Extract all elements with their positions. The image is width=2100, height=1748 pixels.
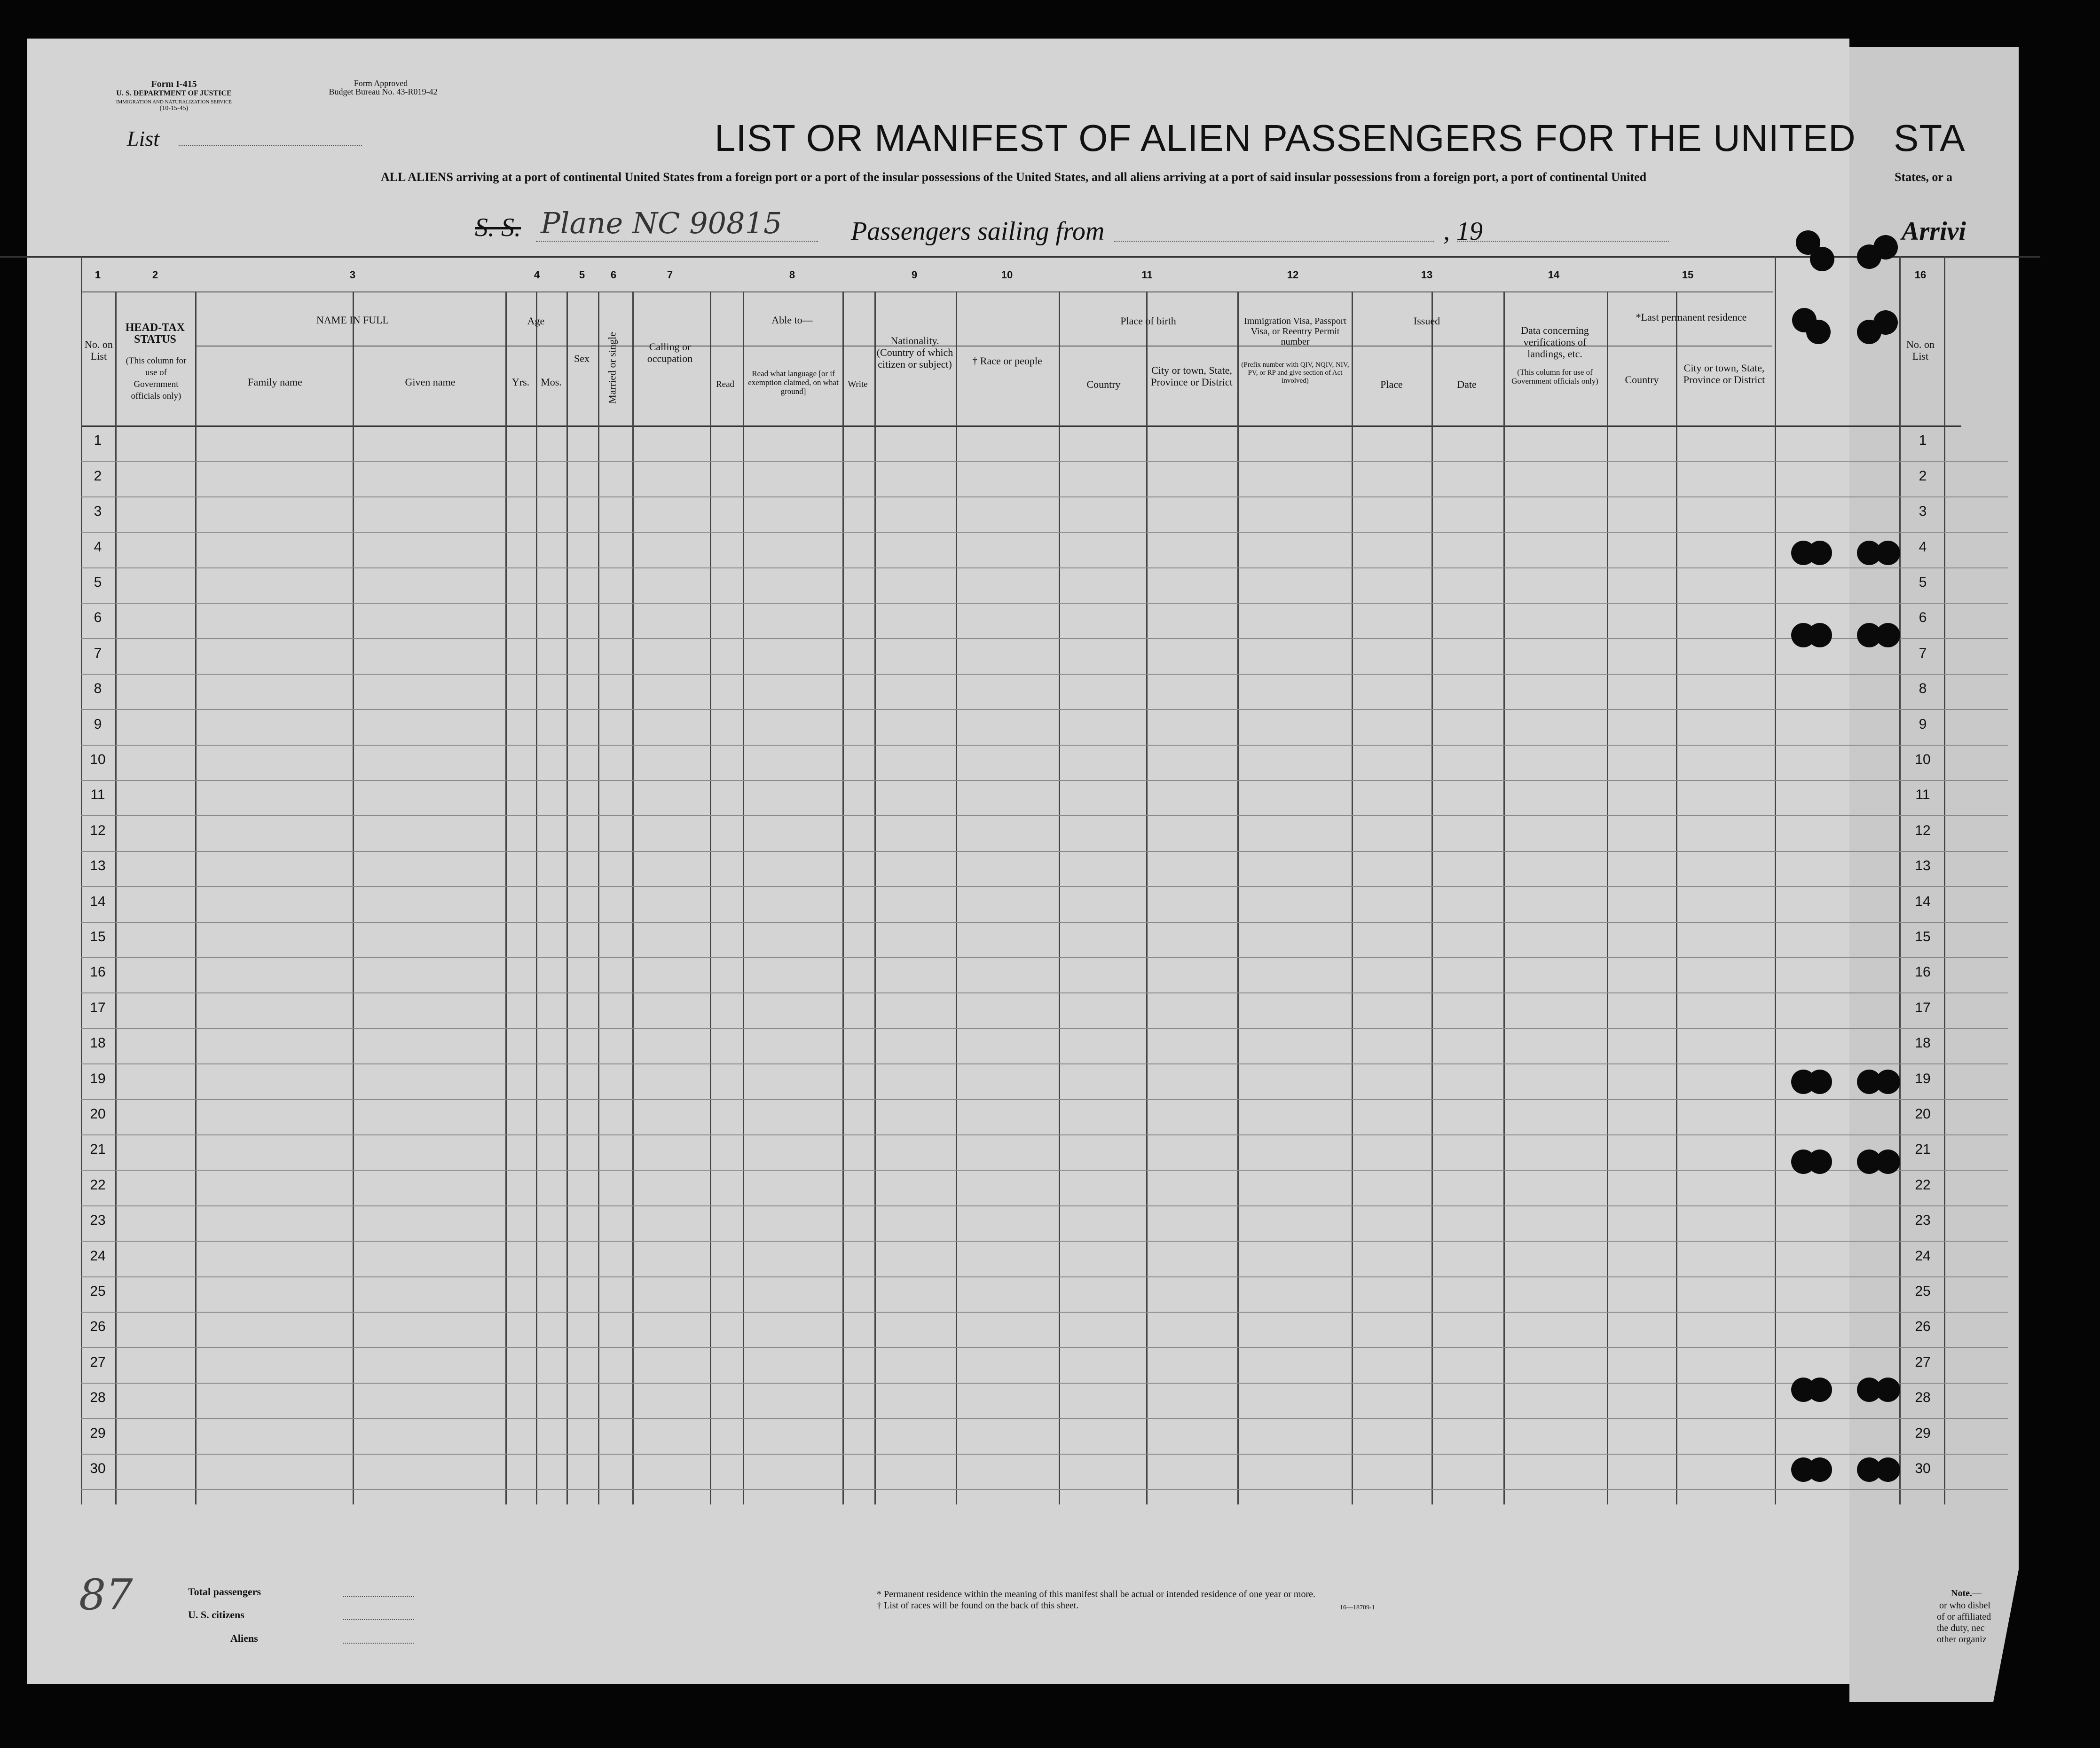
- row-number-left: 8: [94, 681, 102, 697]
- row-number-left: 10: [90, 752, 106, 767]
- row-number-left: 1: [94, 433, 102, 449]
- row-number-right: 6: [1919, 610, 1927, 626]
- row-number-left: 28: [90, 1390, 106, 1406]
- header-nationality: Nationality. (Country of which citizen or subject): [876, 335, 953, 370]
- column-divider: [1237, 291, 1239, 1504]
- column-divider: [505, 291, 507, 1504]
- row-number-left: 4: [94, 539, 102, 555]
- punch-hole: [1876, 1150, 1900, 1174]
- column-divider: [710, 291, 711, 1504]
- row-number-left: 7: [94, 645, 102, 661]
- punch-hole: [1808, 541, 1832, 565]
- sailing-label: Passengers sailing from: [851, 217, 1105, 246]
- table-row[interactable]: [81, 851, 2008, 852]
- row-number-right: 24: [1915, 1248, 1931, 1264]
- column-divider: [195, 291, 197, 1504]
- aliens-label: Aliens: [230, 1632, 258, 1644]
- row-number-right: 29: [1915, 1425, 1931, 1441]
- column-divider: [1146, 291, 1148, 1504]
- header-head-tax: HEAD-TAX STATUS: [125, 322, 185, 346]
- table-row[interactable]: [81, 496, 2008, 497]
- column-number: 11: [1141, 269, 1153, 281]
- column-divider: [1775, 256, 1776, 1504]
- note-permanent-residence: * Permanent residence within the meaning of this manifest shall be actual or intended residence of one year or more.: [877, 1589, 1316, 1599]
- table-row[interactable]: [81, 532, 2008, 533]
- row-number-right: 30: [1915, 1461, 1931, 1476]
- note-right-line-2: of or affiliated: [1937, 1612, 1991, 1622]
- row-number-left: 26: [90, 1319, 106, 1335]
- row-number-right: 22: [1915, 1177, 1931, 1193]
- column-number: 9: [911, 269, 918, 281]
- header-read: Read: [716, 379, 735, 389]
- table-row[interactable]: [81, 638, 2008, 639]
- column-divider: [956, 291, 957, 1504]
- table-row[interactable]: [81, 1276, 2008, 1277]
- row-number-left: 6: [94, 610, 102, 626]
- table-row[interactable]: [81, 709, 2008, 710]
- row-number-left: 15: [90, 929, 106, 945]
- column-divider: [1352, 291, 1353, 1504]
- header-family-name: Family name: [248, 376, 302, 388]
- total-passengers-label: Total passengers: [188, 1586, 261, 1598]
- column-number: 14: [1548, 269, 1560, 281]
- vessel-blank: [536, 241, 818, 242]
- table-row[interactable]: [81, 1134, 2008, 1135]
- table-row[interactable]: [81, 1063, 2008, 1064]
- punch-hole: [1808, 1457, 1832, 1482]
- us-citizens-label: U. S. citizens: [188, 1609, 244, 1621]
- table-row[interactable]: [81, 957, 2008, 958]
- row-number-left: 25: [90, 1283, 106, 1299]
- print-code: 16—18709-1: [1340, 1604, 1375, 1611]
- column-divider: [1607, 291, 1608, 1504]
- punch-hole: [1876, 1457, 1900, 1482]
- ss-label: S. S.: [475, 213, 521, 242]
- arriving-label: Arrivi: [1902, 217, 1966, 246]
- list-label: List: [127, 126, 160, 150]
- table-row[interactable]: [81, 1099, 2008, 1100]
- page-title-continued: STA: [1894, 117, 1966, 159]
- table-row[interactable]: [81, 1454, 2008, 1455]
- column-divider: [1059, 291, 1060, 1504]
- header-res-country: Country: [1625, 374, 1659, 386]
- row-number-right: 27: [1915, 1354, 1931, 1370]
- header-birth-city: City or town, State, Province or District: [1151, 364, 1233, 388]
- table-row[interactable]: [81, 1489, 2008, 1490]
- punch-hole: [1810, 247, 1834, 271]
- row-number-right: 18: [1915, 1035, 1931, 1051]
- column-divider: [598, 291, 599, 1504]
- row-number-right: 26: [1915, 1319, 1931, 1335]
- service: IMMIGRATION AND NATURALIZATION SERVICE: [116, 99, 232, 105]
- row-number-left: 22: [90, 1177, 106, 1193]
- row-number-left: 14: [90, 893, 106, 909]
- table-row[interactable]: [81, 780, 2008, 781]
- row-number-left: 11: [90, 787, 105, 803]
- row-number-left: 3: [94, 504, 102, 520]
- header-head-tax-note: (This column for use of Government officials only): [126, 356, 187, 401]
- row-number-left: 23: [90, 1213, 106, 1228]
- table-row[interactable]: [81, 1312, 2008, 1313]
- column-divider: [536, 291, 537, 1504]
- subtitle: ALL ALIENS arriving at a port of continental United States from a foreign port or a port of the insular possessions of the United States, and all aliens arriving at a port of said insular possessions from a foreign port, a port of continental United: [381, 170, 1647, 184]
- punch-hole: [1873, 310, 1898, 335]
- header-given-name: Given name: [405, 376, 456, 388]
- column-divider: [353, 291, 354, 1504]
- column-number: 4: [534, 269, 540, 281]
- column-number: 16: [1914, 269, 1927, 281]
- note-right-line-4: other organiz: [1937, 1634, 1987, 1645]
- header-race: † Race or people: [972, 355, 1042, 367]
- row-number-right: 10: [1915, 752, 1931, 767]
- row-number-right: 25: [1915, 1283, 1931, 1299]
- budget-number: Budget Bureau No. 43-R019-42: [329, 87, 438, 96]
- table-row[interactable]: [81, 992, 2008, 993]
- header-bottom-border: [81, 425, 1961, 427]
- row-number-right: 2: [1919, 468, 1927, 484]
- list-number-blank[interactable]: [179, 145, 362, 146]
- table-row[interactable]: [81, 674, 2008, 675]
- header-yrs: Yrs.: [511, 376, 530, 388]
- table-row[interactable]: [81, 886, 2008, 887]
- table-row[interactable]: [81, 461, 2008, 462]
- column-divider: [842, 291, 844, 1504]
- punch-hole: [1808, 1150, 1832, 1174]
- header-visa: Immigration Visa, Passport Visa, or Reentry Permit number: [1244, 316, 1346, 347]
- row-number-left: 29: [90, 1425, 106, 1441]
- note-right-line-1: or who disbel: [1939, 1600, 1990, 1611]
- punch-hole: [1808, 623, 1832, 647]
- margin-number: 87: [79, 1570, 133, 1620]
- row-number-right: 9: [1919, 716, 1927, 732]
- table-row[interactable]: [81, 815, 2008, 816]
- column-divider: [81, 256, 82, 1504]
- row-number-right: 12: [1915, 822, 1931, 838]
- column-divider: [566, 291, 568, 1504]
- table-row[interactable]: [81, 603, 2008, 604]
- table-row[interactable]: [81, 1241, 2008, 1242]
- row-number-left: 9: [94, 716, 102, 732]
- punch-hole: [1873, 235, 1898, 260]
- approval: Form Approved: [354, 79, 408, 88]
- note-races: † List of races will be found on the back of this sheet.: [877, 1600, 1079, 1611]
- header-write: Write: [848, 379, 868, 389]
- header-read-language: Read what language [or if exemption claimed, on what ground]: [748, 369, 839, 396]
- punch-hole: [1876, 1070, 1900, 1094]
- column-divider: [1899, 256, 1901, 1504]
- row-number-left: 12: [90, 822, 106, 838]
- sailing-from-blank[interactable]: [1114, 241, 1434, 242]
- header-data-note: (This column for use of Government officials only): [1511, 368, 1598, 386]
- column-divider: [1944, 256, 1945, 1504]
- column-divider: [874, 291, 876, 1504]
- row-number-right: 21: [1915, 1142, 1931, 1157]
- row-number-right: 1: [1919, 433, 1927, 449]
- table-row[interactable]: [81, 1383, 2008, 1384]
- column-number: 3: [349, 269, 356, 281]
- row-number-left: 5: [94, 575, 102, 590]
- row-number-right: 11: [1915, 787, 1930, 803]
- aliens-blank[interactable]: [343, 1643, 414, 1644]
- note-right-line-3: the duty, nec: [1937, 1623, 1985, 1633]
- row-number-left: 20: [90, 1106, 106, 1122]
- manifest-sheet: [27, 39, 1849, 1684]
- column-number: 1: [94, 269, 101, 281]
- header-mos: Mos.: [541, 376, 562, 388]
- column-number: 5: [579, 269, 585, 281]
- row-number-right: 15: [1915, 929, 1931, 945]
- column-number: 10: [1001, 269, 1013, 281]
- row-number-right: 19: [1915, 1071, 1931, 1087]
- column-number: 12: [1287, 269, 1299, 281]
- table-row[interactable]: [81, 567, 2008, 568]
- row-number-right: 5: [1919, 575, 1927, 590]
- row-number-right: 16: [1915, 964, 1931, 980]
- sailing-date-blank[interactable]: [1457, 241, 1669, 242]
- row-number-left: 24: [90, 1248, 106, 1264]
- header-sex: Sex: [574, 353, 590, 364]
- form-date: (10-15-45): [159, 105, 189, 112]
- punch-hole: [1876, 541, 1900, 565]
- subtitle-continued: States, or a: [1895, 170, 1953, 184]
- vessel-name[interactable]: Plane NC 90815: [541, 206, 782, 240]
- page-title: LIST OR MANIFEST OF ALIEN PASSENGERS FOR THE UNITED: [715, 117, 1856, 159]
- header-issued: Issued: [1413, 315, 1440, 327]
- us-citizens-blank[interactable]: [343, 1619, 414, 1620]
- department: U. S. DEPARTMENT OF JUSTICE: [116, 89, 232, 97]
- header-issued-date: Date: [1457, 378, 1477, 390]
- row-number-right: 4: [1919, 539, 1927, 555]
- total-passengers-blank[interactable]: [343, 1596, 414, 1597]
- row-number-right: 20: [1915, 1106, 1931, 1122]
- table-row[interactable]: [81, 1028, 2008, 1029]
- header-res-city: City or town, State, Province or District: [1683, 362, 1765, 386]
- column-divider: [1431, 291, 1433, 1504]
- row-number-right: 14: [1915, 893, 1931, 909]
- row-number-left: 13: [90, 858, 106, 874]
- punch-hole: [1876, 1378, 1900, 1402]
- column-divider: [1676, 291, 1677, 1504]
- punch-hole: [1808, 1378, 1832, 1402]
- row-number-right: 3: [1919, 504, 1927, 520]
- header-no-on-list-right: No. on List: [1906, 339, 1935, 362]
- row-number-left: 19: [90, 1071, 106, 1087]
- row-number-left: 30: [90, 1461, 106, 1476]
- header-last-residence: *Last permanent residence: [1636, 311, 1747, 323]
- header-able-to: Able to—: [771, 314, 813, 326]
- header-name-in-full: NAME IN FULL: [316, 314, 389, 326]
- header-visa-note: (Prefix number with QIV, NQIV, NIV, PV, or RP and give section of Act involved): [1241, 361, 1349, 385]
- row-number-left: 16: [90, 964, 106, 980]
- row-number-left: 27: [90, 1354, 106, 1370]
- note-right: Note.—: [1951, 1588, 1982, 1598]
- table-row[interactable]: [81, 745, 2008, 746]
- column-divider: [632, 291, 634, 1504]
- header-no-on-list: No. on List: [85, 339, 113, 362]
- column-number: 6: [610, 269, 617, 281]
- column-number: 15: [1682, 269, 1694, 281]
- table-row[interactable]: [81, 1170, 2008, 1171]
- table-row[interactable]: [81, 922, 2008, 923]
- header-issued-place: Place: [1380, 378, 1403, 390]
- table-number-row-border: [81, 291, 1773, 292]
- header-place-of-birth: Place of birth: [1120, 315, 1176, 327]
- column-number: 2: [152, 269, 158, 281]
- header-calling: Calling or occupation: [647, 341, 693, 364]
- header-birth-country: Country: [1086, 378, 1121, 390]
- header-married: Married or single: [606, 332, 618, 404]
- header-age: Age: [527, 315, 545, 327]
- table-top-border: [0, 256, 2040, 258]
- form-number: Form I-415: [151, 79, 197, 89]
- punch-hole: [1808, 1070, 1832, 1094]
- punch-hole: [1876, 623, 1900, 647]
- header-data-concerning: Data concerning verifications of landings, etc.: [1521, 324, 1589, 360]
- column-divider: [115, 291, 117, 1504]
- row-number-right: 7: [1919, 645, 1927, 661]
- row-number-left: 17: [90, 1000, 106, 1016]
- row-number-right: 23: [1915, 1213, 1931, 1228]
- row-number-left: 18: [90, 1035, 106, 1051]
- table-row[interactable]: [81, 1347, 2008, 1348]
- column-number: 7: [667, 269, 673, 281]
- row-number-right: 28: [1915, 1390, 1931, 1406]
- column-divider: [1503, 291, 1505, 1504]
- table-row[interactable]: [81, 1205, 2008, 1206]
- row-number-right: 17: [1915, 1000, 1931, 1016]
- row-number-right: 8: [1919, 681, 1927, 697]
- column-number: 8: [789, 269, 795, 281]
- year-label: , 19: [1443, 217, 1483, 246]
- column-number: 13: [1421, 269, 1433, 281]
- column-divider: [743, 291, 744, 1504]
- row-number-left: 21: [90, 1142, 106, 1157]
- table-row[interactable]: [81, 1418, 2008, 1419]
- punch-hole: [1806, 320, 1831, 344]
- row-number-left: 2: [94, 468, 102, 484]
- row-number-right: 13: [1915, 858, 1931, 874]
